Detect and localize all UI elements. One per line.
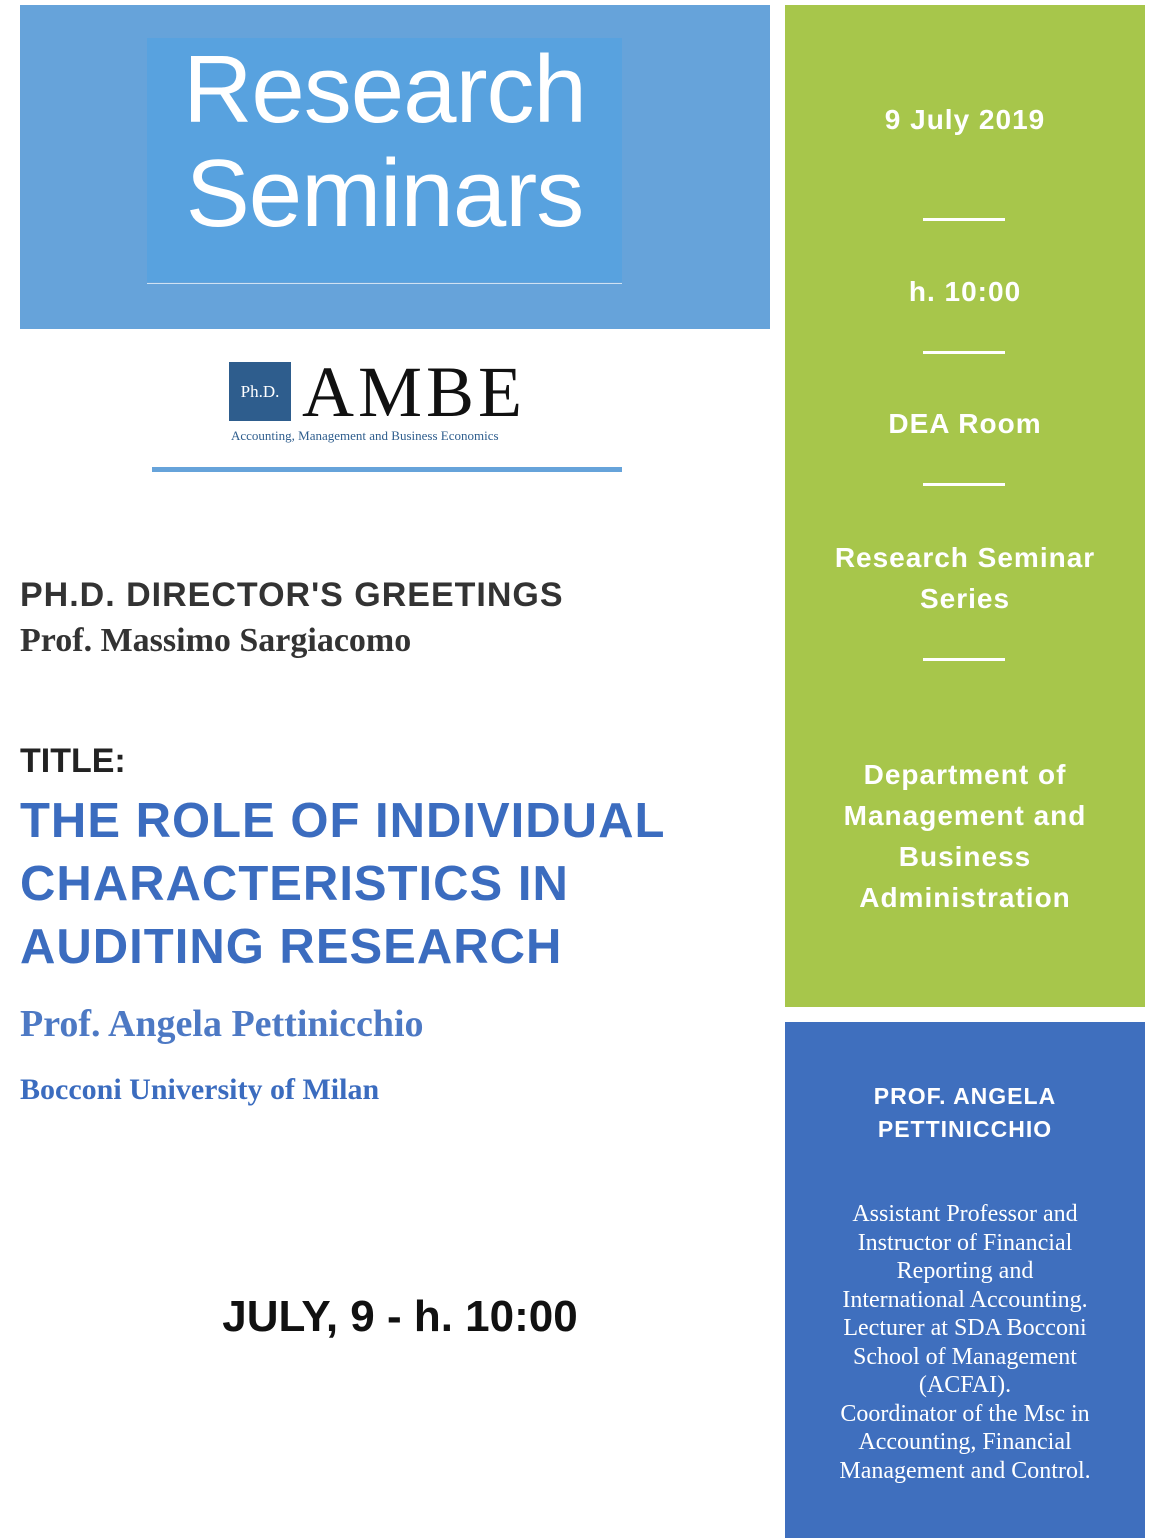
bio-line: Accounting, Financial	[858, 1429, 1072, 1455]
event-series-line: Research Seminar	[834, 542, 1096, 573]
bio-line: Coordinator of the Msc in	[840, 1400, 1090, 1427]
talk-title-line: THE ROLE OF INDIVIDUAL	[20, 794, 666, 848]
event-department	[785, 754, 1145, 918]
banner-title-line2: Seminars	[185, 140, 584, 247]
department-line: Administration	[859, 882, 1071, 913]
ambe-logo-word: AMBE	[302, 352, 527, 432]
event-info-panel	[785, 5, 1145, 1007]
greetings-heading: PH.D. DIRECTOR'S GREETINGS	[20, 576, 564, 614]
speaker-bio-panel	[785, 1022, 1145, 1538]
panel-divider	[923, 351, 1005, 354]
speaker-name: Prof. Angela Pettinicchio	[20, 1003, 424, 1045]
talk-title-line: AUDITING RESEARCH	[20, 920, 563, 974]
banner-title	[147, 38, 622, 246]
bio-line: Assistant Professor and	[852, 1201, 1078, 1227]
ambe-logo-subtitle: Accounting, Management and Business Economics	[231, 428, 499, 443]
panel-divider	[923, 218, 1005, 221]
talk-title	[20, 790, 760, 979]
bio-line: International Accounting.	[842, 1286, 1088, 1313]
department-line: Business	[898, 841, 1032, 872]
logo-divider	[152, 467, 622, 472]
bio-line: Instructor of Financial	[857, 1229, 1073, 1256]
phd-badge-label: Ph.D.	[240, 381, 280, 401]
event-date: 9 July 2019	[884, 104, 1046, 135]
bio-line: School of Management	[853, 1343, 1077, 1370]
event-time: h. 10:00	[908, 276, 1022, 307]
banner-title-line1: Research	[183, 36, 586, 143]
panel-divider	[923, 658, 1005, 661]
event-room: DEA Room	[888, 408, 1042, 439]
department-line: Management and	[843, 800, 1087, 831]
talk-title-line: CHARACTERISTICS IN	[20, 857, 569, 911]
bio-line: Lecturer at SDA Bocconi	[843, 1315, 1087, 1341]
bio-text	[805, 1200, 1125, 1485]
bio-line: Management and Control.	[839, 1457, 1091, 1484]
event-datetime: JULY, 9 - h. 10:00	[222, 1292, 578, 1341]
greetings-name: Prof. Massimo Sargiacomo	[20, 622, 412, 659]
panel-divider	[923, 483, 1005, 486]
bio-name-line: PROF. ANGELA	[873, 1083, 1057, 1109]
bio-name-line: PETTINICCHIO	[877, 1116, 1053, 1142]
event-series	[785, 537, 1145, 619]
banner-underline	[147, 283, 622, 284]
speaker-affiliation: Bocconi University of Milan	[20, 1073, 380, 1106]
title-label: TITLE:	[20, 742, 126, 780]
bio-line: (ACFAI).	[918, 1372, 1012, 1398]
department-line: Department of	[863, 759, 1067, 790]
phd-badge	[229, 362, 291, 421]
event-series-line: Series	[919, 583, 1011, 614]
bio-name	[785, 1080, 1145, 1146]
bio-line: Reporting and	[896, 1258, 1034, 1284]
